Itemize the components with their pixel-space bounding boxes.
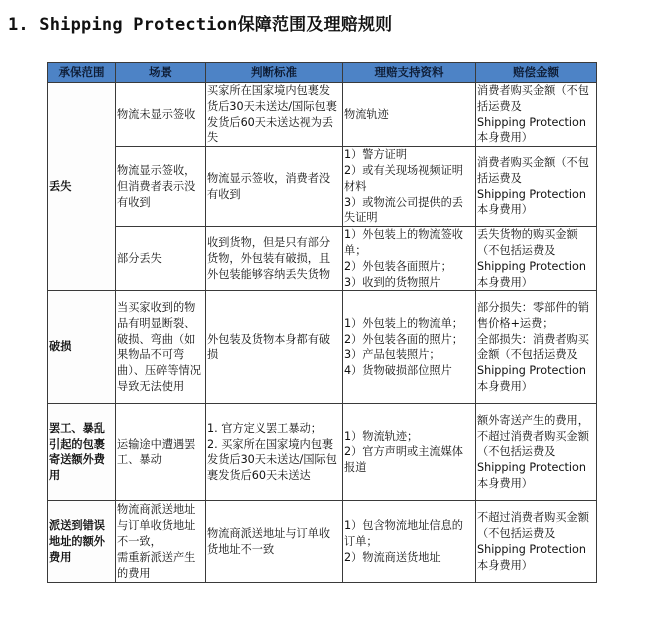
coverage-cell: 派送到错误地址的额外费用 [48, 501, 116, 583]
scenario-cell: 当买家收到的物品有明显断裂、破损、弯曲（如果物品不可弯曲）、压碎等情况导致无法使用 [116, 291, 206, 404]
table-header-row [48, 63, 597, 83]
documents-cell: 1）包含物流地址信息的订单； 2）物流商送货地址 [343, 501, 476, 583]
page-title: 1. Shipping Protection保障范围及理赔规则 [8, 15, 393, 35]
claim-rules-table [47, 62, 597, 583]
table-row [48, 227, 597, 291]
table-row [48, 501, 597, 583]
documents-cell: 1）物流轨迹； 2）官方声明或主流媒体报道 [343, 404, 476, 501]
criteria-cell: 买家所在国家境内包裹发货后30天未送达/国际包裹发货后60天未送达视为丢失 [206, 83, 343, 147]
criteria-cell: 外包装及货物本身都有破损 [206, 291, 343, 404]
amount-cell: 消费者购买金额（不包括运费及 Shipping Protection本身费用） [476, 83, 597, 147]
table-row [48, 83, 597, 147]
header-scenario: 场景 [116, 63, 206, 83]
amount-cell: 丢失货物的购买金额（不包括运费及 Shipping Protection本身费用） [476, 227, 597, 291]
coverage-cell: 罢工、暴乱引起的包裹寄送额外费用 [48, 404, 116, 501]
scenario-cell: 部分丢失 [116, 227, 206, 291]
scenario-cell: 物流显示签收，但消费者表示没有收到 [116, 147, 206, 227]
header-coverage: 承保范围 [48, 63, 116, 83]
table-row [48, 404, 597, 501]
amount-cell: 消费者购买金额（不包括运费及 Shipping Protection本身费用） [476, 147, 597, 227]
criteria-cell: 物流商派送地址与订单收货地址不一致 [206, 501, 343, 583]
header-documents: 理赔支持资料 [343, 63, 476, 83]
amount-cell: 不超过消费者购买金额（不包括运费及 Shipping Protection本身费用） [476, 501, 597, 583]
header-amount: 赔偿金额 [476, 63, 597, 83]
scenario-cell: 物流商派送地址与订单收货地址不一致， 需重新派送产生的费用 [116, 501, 206, 583]
criteria-cell: 收到货物，但是只有部分货物，外包装有破损，且外包装能够容纳丢失货物 [206, 227, 343, 291]
scenario-cell: 物流未显示签收 [116, 83, 206, 147]
header-criteria: 判断标准 [206, 63, 343, 83]
documents-cell: 1）外包装上的物流单； 2）外包装各面的照片； 3）产品包装照片； 4）货物破损部位照片 [343, 291, 476, 404]
criteria-cell: 物流显示签收，消费者没有收到 [206, 147, 343, 227]
criteria-cell: 1. 官方定义罢工暴动； 2. 买家所在国家境内包裹发货后30天未送达/国际包裹发货后60天未送达 [206, 404, 343, 501]
documents-cell: 物流轨迹 [343, 83, 476, 147]
amount-cell: 额外寄送产生的费用，不超过消费者购买金额（不包括运费及 Shipping Protection本身费用） [476, 404, 597, 501]
coverage-cell: 破损 [48, 291, 116, 404]
documents-cell: 1）警方证明 2）或有关现场视频证明材料 3）或物流公司提供的丢失证明 [343, 147, 476, 227]
coverage-cell: 丢失 [48, 83, 116, 291]
documents-cell: 1）外包装上的物流签收单； 2）外包装各面照片； 3）收到的货物照片 [343, 227, 476, 291]
table-row [48, 291, 597, 404]
scenario-cell: 运输途中遭遇罢工、暴动 [116, 404, 206, 501]
table-row [48, 147, 597, 227]
amount-cell: 部分损失：零部件的销售价格+运费； 全部损失：消费者购买金额（不包括运费及 Shipping Protection本身费用） [476, 291, 597, 404]
